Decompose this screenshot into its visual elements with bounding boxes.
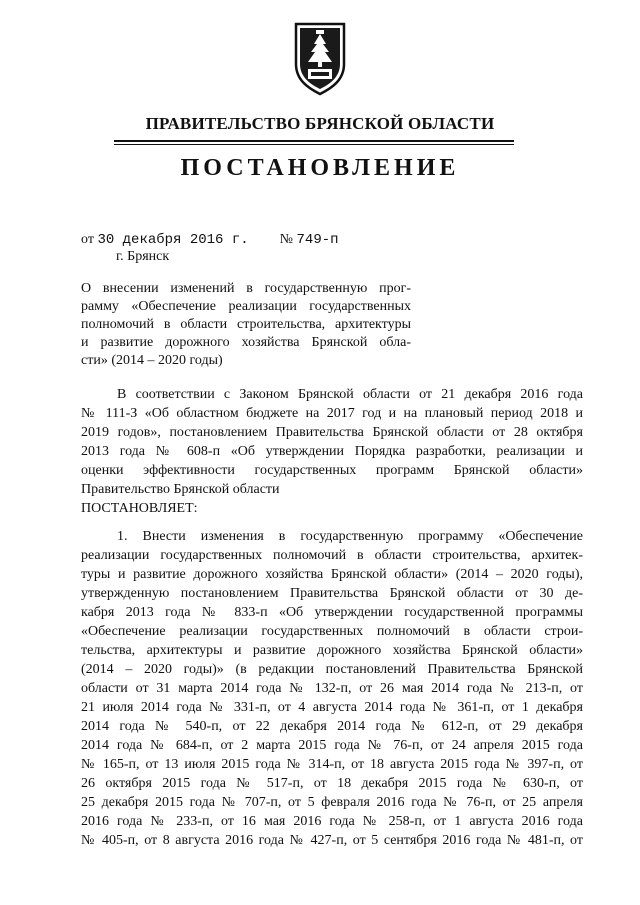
text-line: кабря 2013 года № 833-п «Об утверждении государственной программы bbox=[81, 605, 583, 620]
text-line: тельства, архитектуры и развитие дорожного хозяйства Брянской области» bbox=[81, 643, 583, 658]
text-line: области от 31 марта 2014 года № 132-п, от 26 мая 2014 года № 213-п, от bbox=[81, 681, 583, 696]
government-name: ПРАВИТЕЛЬСТВО БРЯНСКОЙ ОБЛАСТИ bbox=[145, 114, 495, 133]
paragraph-preamble bbox=[81, 385, 583, 518]
text-line: Правительство Брянской области bbox=[81, 482, 280, 497]
date-value: 30 декабря 2016 г. bbox=[97, 232, 249, 248]
text-line: реализации государственных полномочий в области строительства, архитек- bbox=[81, 548, 583, 563]
text-line: 26 октября 2015 года № 517-п, от 18 декабря 2015 года № 630-п, от bbox=[81, 776, 583, 791]
text-line: 2013 года № 608-п «Об утверждении Порядка разработки, реализации и bbox=[81, 444, 583, 459]
text-line: «Обеспечение реализации государственных полномочий в области строи- bbox=[81, 624, 583, 639]
text-line: оценки эффективности государственных программ Брянской области» bbox=[81, 463, 583, 478]
text-line: (2014 – 2020 годы)» (в редакции постановлений Правительства Брянской bbox=[81, 662, 583, 677]
text-line: туры и развитие дорожного хозяйства Брянской области» (2014 – 2020 годы), bbox=[81, 567, 583, 582]
subject-line: полномочий в области строительства, архитектуры bbox=[81, 317, 411, 332]
text-line: 2014 года № 684-п, от 2 марта 2015 года № 76-п, от 24 апреля 2015 года bbox=[81, 738, 583, 753]
text-line: № 405-п, от 8 августа 2016 года № 427-п, от 5 сентября 2016 года № 481-п, от bbox=[81, 833, 583, 848]
date-line bbox=[81, 232, 339, 248]
header-rule-thick bbox=[114, 140, 514, 142]
paragraph-item-1 bbox=[81, 527, 583, 850]
number-value: 749-п bbox=[296, 232, 339, 248]
subject-line: сти» (2014 – 2020 годы) bbox=[81, 353, 223, 368]
text-line: 2014 года № 540-п, от 22 декабря 2014 года № 612-п, от 29 декабря bbox=[81, 719, 583, 734]
text-line: 1. Внести изменения в государственную программу «Обеспечение bbox=[117, 529, 583, 544]
text-line: 2019 годов», постановлением Правительства Брянской области от 28 октября bbox=[81, 425, 583, 440]
text-line: 21 июля 2014 года № 331-п, от 4 августа 2014 года № 361-п, от 1 декабря bbox=[81, 700, 583, 715]
document-title: ПОСТАНОВЛЕНИЕ bbox=[180, 155, 460, 181]
text-line: В соответствии с Законом Брянской области от 21 декабря 2016 года bbox=[117, 387, 583, 402]
text-line: ПОСТАНОВЛЯЕТ: bbox=[81, 501, 198, 516]
subject-line: и развитие дорожного хозяйства Брянской обла- bbox=[81, 335, 411, 350]
subject-line: О внесении изменений в государственную прог- bbox=[81, 281, 411, 296]
text-line: 25 декабря 2015 года № 707-п, от 5 февраля 2016 года № 76-п, от 25 апреля bbox=[81, 795, 583, 810]
coat-of-arms-emblem bbox=[292, 20, 348, 96]
header-rule-thin bbox=[114, 144, 514, 145]
text-line: утвержденную постановлением Правительства Брянской области от 30 де- bbox=[81, 586, 583, 601]
text-line: 2016 года № 233-п, от 16 мая 2016 года № 258-п, от 1 августа 2016 года bbox=[81, 814, 583, 829]
subject-line: рамму «Обеспечение реализации государственных bbox=[81, 299, 411, 314]
text-line: № 111-З «Об областном бюджете на 2017 год и на плановый период 2018 и bbox=[81, 406, 583, 421]
city: г. Брянск bbox=[116, 249, 170, 264]
number-prefix: № bbox=[279, 232, 294, 247]
text-line: № 165-п, от 13 июля 2015 года № 314-п, от 18 августа 2015 года № 397-п, от bbox=[81, 757, 583, 772]
date-prefix: от bbox=[81, 232, 94, 247]
document-subject bbox=[81, 280, 411, 370]
